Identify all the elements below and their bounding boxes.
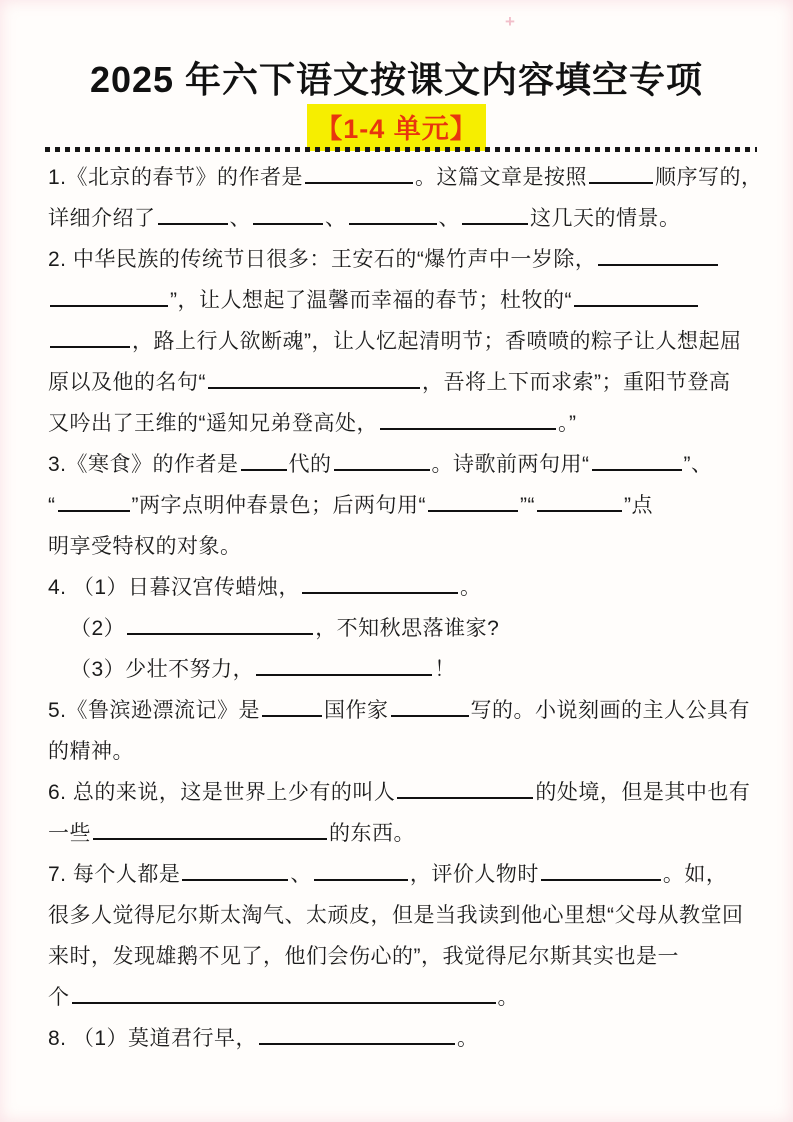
fill-blank	[58, 506, 130, 512]
question-text: 1.《北京的春节》的作者是	[48, 166, 304, 189]
question-7-line	[48, 895, 751, 936]
question-7-line	[48, 854, 751, 895]
question-text: 2. 中华民族的传统节日很多：王安石的“爆竹声中一岁除，	[48, 248, 597, 271]
question-text: 的精神。	[48, 740, 134, 763]
question-text: 7. 每个人都是	[48, 863, 181, 886]
question-6-line	[48, 772, 751, 813]
fill-blank	[391, 711, 469, 717]
question-text: 。	[497, 986, 519, 1009]
question-text: 。	[460, 576, 482, 599]
question-text: 来时，发现雄鹅不见了，他们会伤心的”，我觉得尼尔斯其实也是一	[48, 945, 679, 968]
question-text: 的东西。	[329, 822, 415, 845]
question-text: （3）少壮不努力，	[70, 658, 255, 681]
question-text: 、	[325, 207, 347, 230]
question-text: 又吟出了王维的“遥知兄弟登高处，	[48, 412, 378, 435]
question-2-line	[48, 321, 751, 362]
question-text: ，路上行人欲断魂”，让人忆起清明节；香喷喷的粽子让人想起屈	[132, 330, 742, 353]
fill-blank	[241, 465, 287, 471]
question-text: 4. （1）日暮汉宫传蜡烛，	[48, 576, 301, 599]
question-text: 个	[48, 986, 70, 1009]
question-text: 顺序写的，	[655, 166, 763, 189]
question-5-line	[48, 690, 751, 731]
question-text: ”点	[624, 494, 653, 517]
fill-blank	[50, 342, 130, 348]
question-2-line	[48, 362, 751, 403]
question-text: 。这篇文章是按照	[415, 166, 588, 189]
question-text: 、	[290, 863, 312, 886]
fill-blank	[127, 629, 313, 635]
question-3-line	[48, 485, 751, 526]
question-4-line	[48, 608, 751, 649]
fill-blank	[314, 875, 408, 881]
question-text: “	[48, 494, 56, 517]
fill-blank	[397, 793, 533, 799]
question-text: ”、	[683, 453, 713, 476]
question-text: 原以及他的名句“	[48, 371, 206, 394]
fill-blank	[50, 301, 168, 307]
question-text: 一些	[48, 822, 91, 845]
fill-blank	[589, 178, 653, 184]
question-8-line	[48, 1018, 751, 1059]
fill-blank	[592, 465, 682, 471]
fill-blank	[541, 875, 661, 881]
fill-blank	[462, 219, 528, 225]
question-text: 8. （1）莫道君行早，	[48, 1027, 258, 1050]
question-text: 。诗歌前两句用“	[431, 453, 590, 476]
question-text: ，吾将上下而求索”；重阳节登高	[422, 371, 731, 394]
question-text: 6. 总的来说，这是世界上少有的叫人	[48, 781, 396, 804]
question-2-line	[48, 280, 751, 321]
question-text: 、	[229, 207, 251, 230]
question-text: 。	[457, 1027, 479, 1050]
question-text: ”两字点明仲春景色；后两句用“	[131, 494, 426, 517]
question-1-line	[48, 157, 763, 198]
question-text: 明享受特权的对象。	[48, 535, 242, 558]
subtitle-row	[0, 104, 793, 151]
plus-decoration: +	[505, 12, 515, 31]
fill-blank	[380, 424, 556, 430]
fill-blank	[259, 1039, 455, 1045]
question-text: ！	[434, 658, 456, 681]
page-title: 2025 年六下语文按课文内容填空专项	[89, 59, 704, 100]
question-text: 5.《鲁滨逊漂流记》是	[48, 699, 261, 722]
question-text: 。”	[558, 412, 577, 435]
question-3-line	[48, 444, 751, 485]
fill-blank	[208, 383, 420, 389]
fill-blank	[158, 219, 228, 225]
fill-blank	[537, 506, 622, 512]
fill-blank	[349, 219, 437, 225]
fill-blank	[598, 260, 718, 266]
question-4-line	[48, 649, 751, 690]
question-text: 。如，	[662, 863, 728, 886]
question-4-line	[48, 567, 751, 608]
fill-blank	[253, 219, 323, 225]
fill-blank	[93, 834, 327, 840]
fill-blank	[334, 465, 430, 471]
dotted-separator	[45, 147, 757, 152]
fill-blank	[72, 998, 496, 1004]
fill-blank	[574, 301, 698, 307]
question-text: （2）	[70, 617, 126, 640]
question-text: 这几天的情景。	[530, 207, 681, 230]
fill-blank	[305, 178, 413, 184]
question-6-line	[48, 813, 751, 854]
question-text: 很多人觉得尼尔斯太淘气、太顽皮，但是当我读到他心里想“父母从教堂回	[48, 904, 744, 927]
fill-blank	[262, 711, 322, 717]
question-7-line	[48, 936, 751, 977]
question-text: ”，让人想起了温馨而幸福的春节；杜牧的“	[170, 289, 572, 312]
fill-blank	[256, 670, 432, 676]
question-text: 3.《寒食》的作者是	[48, 453, 239, 476]
question-text: 详细介绍了	[48, 207, 156, 230]
question-text: 写的。小说刻画的主人公具有	[470, 699, 751, 722]
fill-blank	[428, 506, 518, 512]
question-text: ，评价人物时	[409, 863, 539, 886]
question-3-line	[48, 526, 751, 567]
question-1-line	[48, 198, 751, 239]
question-text: 的处境，但是其中也有	[535, 781, 751, 804]
fill-blank	[302, 588, 458, 594]
question-text: 国作家	[324, 699, 389, 722]
question-text: ”“	[520, 494, 535, 517]
question-text: 、	[438, 207, 460, 230]
question-text: ，不知秋思落谁家?	[315, 617, 500, 640]
question-list	[48, 157, 763, 1059]
question-2-line	[48, 239, 751, 280]
fill-blank	[182, 875, 288, 881]
question-2-line	[48, 403, 751, 444]
unit-range-badge: 【1-4 单元】	[307, 104, 486, 151]
question-5-line	[48, 731, 751, 772]
question-text: 代的	[288, 453, 332, 476]
question-7-line	[48, 977, 751, 1018]
